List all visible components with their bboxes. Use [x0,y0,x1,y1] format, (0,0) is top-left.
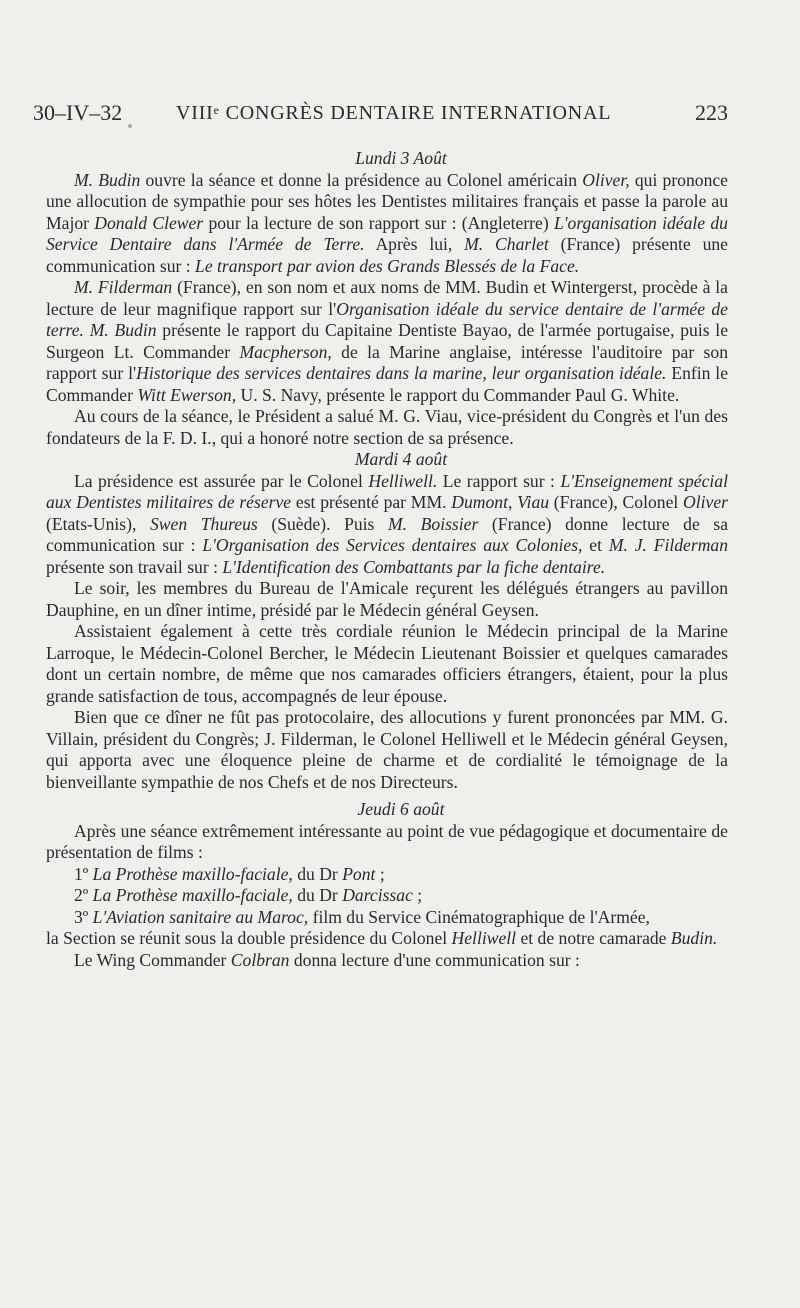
running-head [33,98,728,128]
list-text: film du Service Cinématographique de l'Armée, [308,906,650,927]
text-run: Organisation idéale du service dentaire de l'armée de terre. M. Budin [46,298,728,340]
list-text: du Dr [292,885,343,905]
header-title-text: CONGRÈS DENTAIRE INTERNATIONAL [219,102,612,124]
text-run: Dumont, Viau [451,492,550,512]
text-run: Witt Ewerson, [137,384,237,405]
list-title: L'Aviation sanitaire au Maroc, [92,906,309,927]
list-title: La Prothèse maxillo-faciale, [92,863,293,884]
body-text [46,148,728,971]
list-end: ; [375,863,385,884]
text-run: U. S. Navy, présente le rapport du Commander Paul G. White. [236,384,680,405]
text-run: pour la lecture de son rapport sur : (Angleterre) [203,212,554,233]
text-run: qui prononce une allocution de sympathie pour ses hôtes les Dentistes militaires français et passe la parole au Major [46,169,728,233]
text-run: M. Boissier [388,513,479,534]
text-run: La présidence est assurée par le Colonel [74,470,369,491]
text-run: est présenté par MM. [291,492,452,512]
list-name: Darcissac [342,885,413,905]
text-run: M. Charlet [464,234,549,254]
text-run: Helliwell [451,928,517,948]
text-run: Le transport par avion des Grands Blessés de la Face. [195,255,580,276]
text-run: et de notre camarade [516,928,671,948]
text-run: (France), en son nom et aux noms de MM. Budin et Wintergerst, procède à la lecture de leur magnifique rapport sur l' [46,277,728,319]
text-run: Helliwell. [368,470,438,491]
text-run: (France) donne lecture de sa communication sur : [46,513,729,555]
paragraph [46,950,728,972]
text-run: Swen Thureus [150,513,258,534]
paragraph: Le soir, les membres du Bureau de l'Amicale reçurent les délégués étrangers au pavillon Dauphine, en un dîner intime, présidé par le Médecin général Geysen. [46,578,728,620]
text-run: (Suède). Puis [257,513,388,534]
paragraph: Après une séance extrêmement intéressante au point de vue pédagogique et documentaire de présentation de films : [46,820,728,862]
text-run: présente le rapport du Capitaine Dentiste Bayao, de l'armée portugaise, puis le Surgeon Lt. Commander [46,320,728,362]
list-name: Pont [342,863,376,884]
text-run: la Section se réunit sous la double présidence du Colonel [46,928,452,948]
list-item [46,907,728,929]
text-run: donna lecture d'une communication sur : [289,949,580,970]
text-run: (France), Colonel [549,492,684,512]
text-run: et [582,535,609,555]
film-list [46,864,728,929]
text-run: M. Budin [74,169,141,190]
text-run: Donald Clewer [94,212,204,233]
text-run: Le Wing Commander [74,949,231,970]
section-heading: Jeudi 6 août [357,799,445,819]
list-end: ; [412,885,423,905]
text-run: Colbran [230,949,290,970]
text-run: (France) présente une communication sur : [46,234,728,276]
text-run: Le rapport sur : [437,470,561,491]
print-speck [128,124,132,128]
paragraph [46,471,728,579]
header-title-sup: e [213,103,220,117]
list-number: 2º [74,885,93,905]
paragraph [46,170,728,278]
section-heading: Lundi 3 Août [355,148,447,168]
list-number: 3º [74,906,93,927]
text-run: ouvre la séance et donne la présidence au Colonel américain [140,169,583,190]
list-number: 1º [74,863,93,884]
text-run: de la Marine anglaise, intéresse l'auditoire par son rapport sur l' [46,341,728,383]
text-run: Oliver, [582,169,630,190]
list-text: du Dr [292,863,343,884]
text-run: (Etats-Unis), [46,513,150,534]
list-title: La Prothèse maxillo-faciale, [92,885,293,905]
list-item [46,864,728,886]
list-item [46,885,728,907]
paragraph: Bien que ce dîner ne fût pas protocolaire, des allocutions y furent prononcées par MM. G. Villain, président du Congrès; J. Filderman, le Colonel Helliwell et le Médecin général Geysen, qui apporta avec une éloquence pleine de charme et de cordialité le témoignage de la bienveillante sympathie de nos Chefs et de nos Directeurs. [46,707,728,792]
text-run: présente son travail sur : [46,556,223,577]
text-run: L'organisation idéale du Service Dentaire dans l'Armée de Terre. [46,212,728,254]
paragraph [46,277,728,406]
paragraph: Assistaient également à cette très cordiale réunion le Médecin principal de la Marine Larroque, le Médecin-Colonel Bercher, le Médecin Lieutenant Boissier et quelques camarades dont un certain nombre, de même que nos camarades officiers étrangers, étaient, pour la plus grande satisfaction de tous, accompagnés de leur épouse. [46,621,728,706]
text-run: Après lui, [364,234,465,254]
text-run: L'Identification des Combattants par la fiche dentaire. [222,556,606,577]
text-run: Oliver [683,492,728,512]
page-number: 223 [695,100,728,125]
text-run: Enfin le Commander [46,363,728,405]
text-run: Budin. [670,928,718,948]
text-run: L'Enseignement spécial aux Dentistes militaires de réserve [46,470,728,512]
text-run: Historique des services dentaires dans la marine, leur organisation idéale. [136,363,667,383]
header-title [176,98,611,128]
paragraph: Au cours de la séance, le Président a salué M. G. Viau, vice-président du Congrès et l'un des fondateurs de la F. D. I., qui a honoré notre section de sa présence. [46,406,728,448]
text-run: M. J. Filderman [608,535,729,555]
text-run: L'Organisation des Services dentaires aux Colonies, [202,535,583,555]
header-title-roman: VIII [176,102,214,124]
section-heading: Mardi 4 août [354,449,448,469]
text-run: M. Filderman [74,277,173,297]
paragraph [46,928,728,950]
text-run: Macpherson, [239,341,332,362]
header-date: 30–IV–32 [33,100,123,125]
